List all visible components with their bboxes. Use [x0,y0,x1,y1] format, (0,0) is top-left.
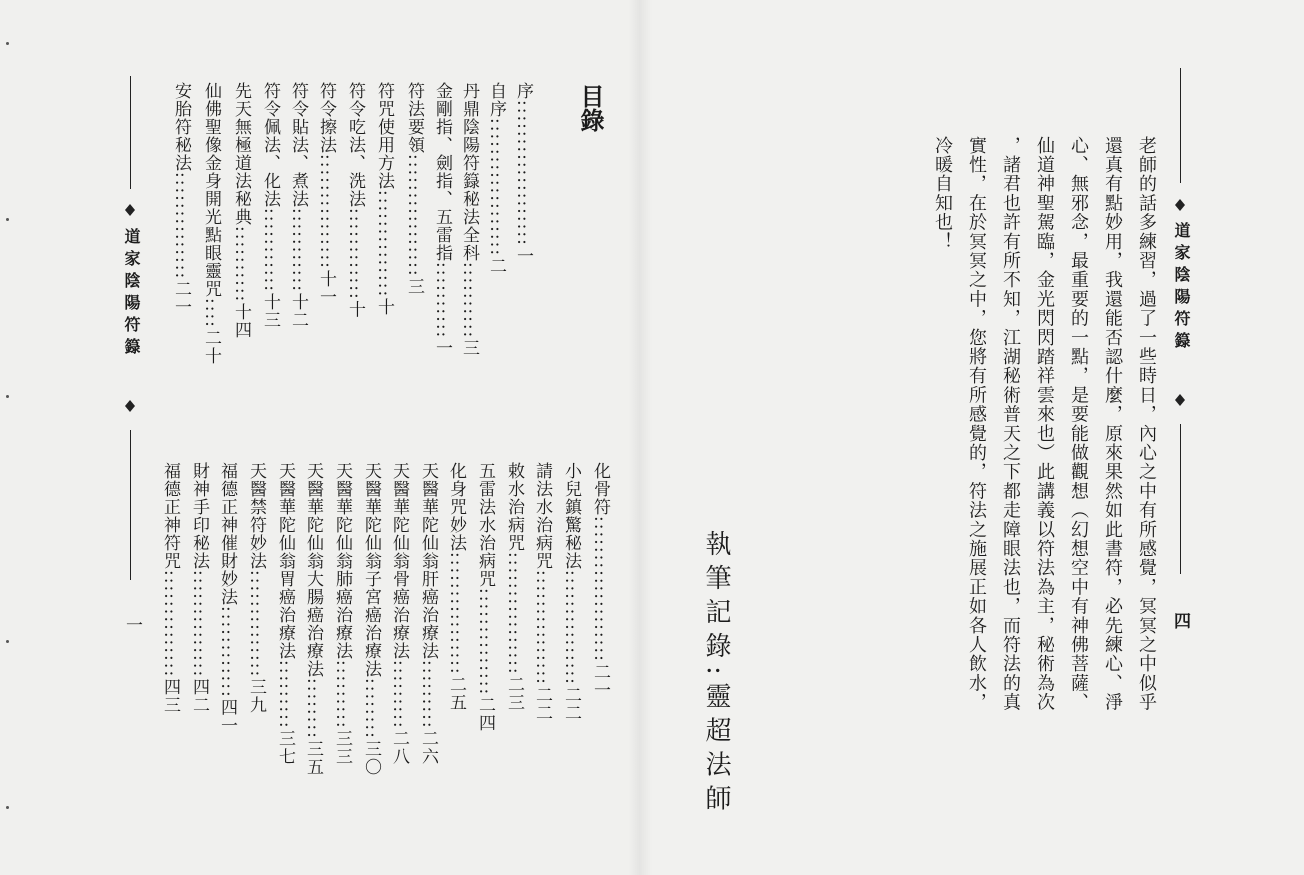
toc-entry[interactable]: 自序::::::::::::::::::二 [486,82,506,276]
toc-entry[interactable]: 財神手印秘法::::::::::::::四二 [189,462,209,715]
toc-entry[interactable]: 天醫華陀仙翁子宮癌治療法::::::::三〇 [361,462,381,776]
toc-entry[interactable]: 小兒鎮驚秘法:::::::::::::::二二 [561,462,581,722]
toc-entry[interactable]: 化骨符:::::::::::::::::::二一 [590,462,610,699]
body-line: 心、無邪念，最重要的一點，是要能做觀想（幻想空中有神佛菩薩、 [1068,136,1089,712]
punch-hole [6,640,9,643]
header-rule-bottom [130,430,131,580]
toc-entry[interactable]: 符法要領::::::::::::::::三 [404,82,424,296]
body-line: 老師的話多練習，過了一些時日，內心之中有所感覺，冥冥之中似乎 [1136,136,1157,712]
toc-entry[interactable]: 符令貼法、煮法:::::::::::十二 [288,82,308,330]
toc-entry[interactable]: 天醫華陀仙翁骨癌治療法:::::::::二八 [389,462,409,766]
toc-entry[interactable]: 序:::::::::::::::::::一 [513,82,533,265]
toc-entry[interactable]: 安胎符秘法::::::::::::::二一 [171,82,191,317]
header-rule-top [1180,68,1181,183]
running-header: 道家陰陽符籙 [1172,222,1191,354]
toc-entry[interactable]: 天醫華陀仙翁肝癌治療法:::::::::二六 [418,462,438,766]
toc-entry[interactable]: 福德正神符咒::::::::::::::四三 [160,462,180,715]
toc-heading: 目錄 [576,84,605,132]
toc-entry[interactable]: 符令吃法、洗法::::::::::::十 [345,82,365,319]
page-number: 四 [1170,612,1190,629]
toc-entry[interactable]: 福德正神催財妙法::::::::::::四一 [217,462,237,735]
author-line: 執筆記錄:靈超法師 [701,530,731,819]
header-rule-bottom [1180,424,1181,574]
toc-entry[interactable]: 天醫華陀仙翁肺癌治療法:::::::::三三 [332,462,352,766]
toc-entry[interactable]: 天醫禁符妙法::::::::::::::三九 [246,462,266,715]
toc-entry[interactable]: 符咒使用方法::::::::::::::十 [374,82,394,317]
punch-hole [6,42,9,45]
running-header: 道家陰陽符籙 [122,228,141,360]
toc-page-number: 一 [122,616,142,633]
punch-hole [6,395,9,398]
toc-entry[interactable]: 丹鼎陰陽符籙秘法全科::::::::::三 [459,82,479,358]
toc-entry[interactable]: 符令擦法:::::::::::::::十一 [316,82,336,306]
toc-entry[interactable]: 天醫華陀仙翁大腸癌治療法::::::::三五 [303,462,323,776]
body-line: 仙道神聖駕臨，金光閃閃踏祥雲來也）此講義以符法為主，秘術為次 [1034,136,1055,712]
punch-hole [6,806,9,809]
toc-entry[interactable]: 金剛指、劍指、五雷指::::::::::一 [432,82,452,358]
toc-entry[interactable]: 請法水治病咒:::::::::::::::二二 [532,462,552,722]
toc-entry[interactable]: 仙佛聖像金身開光點眼靈咒::::二十 [201,82,221,365]
toc-entry[interactable]: 敕水治病咒::::::::::::::::二三 [504,462,524,712]
body-line: 冷暖自知也！ [932,136,953,252]
toc-entry[interactable]: 天醫華陀仙翁胃癌治療法:::::::::三七 [275,462,295,766]
body-line: 實性，在於冥冥之中，您將有所感覺的，符法之施展正如各人飲水， [966,136,987,712]
punch-hole [6,218,9,221]
toc-page [0,0,640,875]
toc-entry[interactable]: 五雷法水治病咒::::::::::::::二四 [475,462,495,733]
toc-entry[interactable]: 符令佩法、化法:::::::::::十三 [260,82,280,330]
body-line: 還真有點妙用，我還能否認什麼，原來果然如此書符，必先練心、淨 [1102,136,1123,712]
toc-entry[interactable]: 先天無極道法秘典::::::::::十四 [231,82,251,340]
book-gutter [628,0,652,875]
text-page [640,0,1304,875]
toc-entry[interactable]: 化身咒妙法::::::::::::::::二五 [446,462,466,712]
header-rule-top [130,76,131,189]
body-line: ，諸君也許有所不知，江湖秘術普天之下都走障眼法也，而符法的真 [1000,136,1021,712]
